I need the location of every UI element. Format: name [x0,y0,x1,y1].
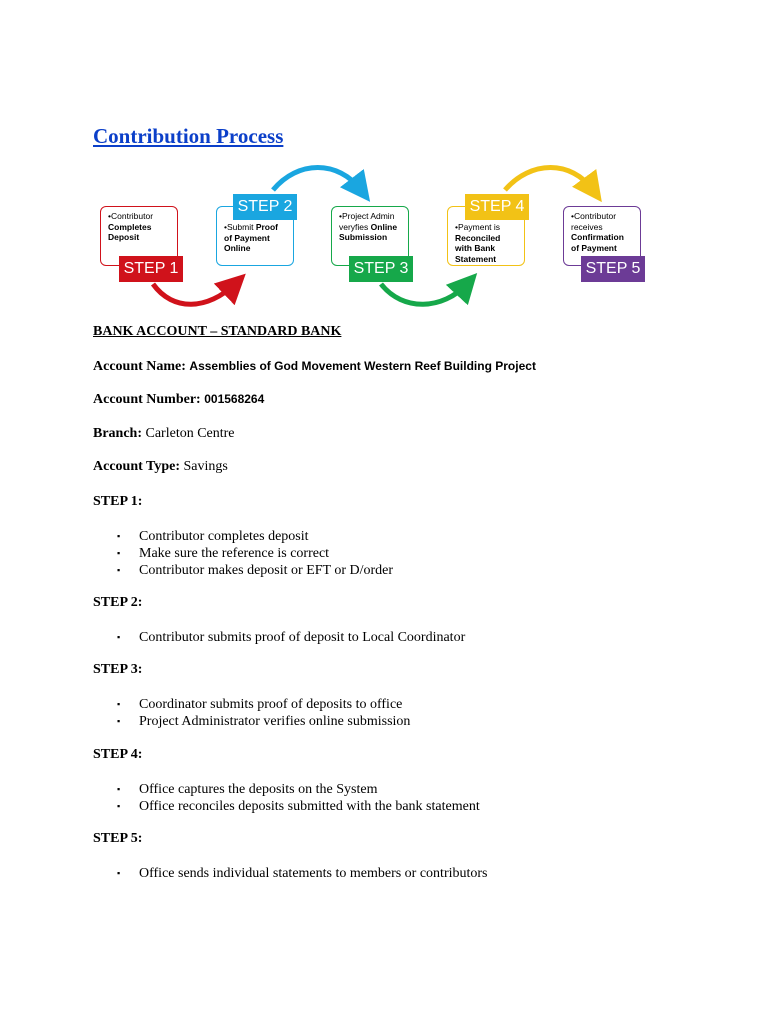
step3-card-emphasis: Online [370,221,398,232]
step5-heading: STEP 5: [93,831,143,846]
arrow-step1-to-step2 [153,284,235,304]
bullet-icon: ▪ [117,801,121,811]
arrow-step3-to-step4 [381,284,467,304]
step3-card-line: Submission [339,232,388,242]
step5-card-line: Confirmation [571,232,624,242]
step1-card-line: Deposit [108,232,140,242]
bullet-icon: ▪ [117,784,121,794]
bullet-icon: ▪ [117,632,121,642]
branch-row [93,426,235,442]
bullet-icon: ▪ [117,548,121,558]
step2-card-line: of Payment [224,232,270,243]
step1-list [117,528,393,579]
step5-label: STEP 5 [581,256,645,282]
list-item: ▪ Coordinator submits proof of deposits to office [117,697,403,712]
step1-label: STEP 1 [119,256,183,282]
step4-card-line: • Payment is [455,222,520,233]
step2-card-line: • Submit Proof [224,222,289,233]
step4-list [117,781,480,815]
step5-card-line: receives [571,221,603,232]
bullet-icon: ▪ [117,716,121,726]
account-name-label: Account Name: [93,359,186,374]
step4-label: STEP 4 [465,194,529,220]
step4-card-line: Statement [455,253,497,264]
step5-card-line: • Contributor [571,211,636,222]
step4-card-line: Reconciled [455,232,501,243]
arrow-step4-to-step5 [505,168,593,191]
account-name-row [93,359,536,375]
step4-heading: STEP 4: [93,747,143,762]
step3-label: STEP 3 [349,256,413,282]
step5-list [117,865,488,882]
account-type-row [93,459,228,475]
step2-list [117,629,465,646]
list-item: ▪ Project Administrator verifies online submission [117,714,411,729]
step2-card-emphasis: Proof [255,222,279,232]
list-item: ▪ Contributor submits proof of deposit to Local Coordinator [117,630,466,645]
page-title: Contribution Process [93,124,284,148]
step5-card-line: of Payment [571,242,617,253]
step3-card-line: veryfies Online [339,221,398,232]
step1-heading: STEP 1: [93,494,143,509]
step2-heading: STEP 2: [93,595,143,610]
bullet-icon: ▪ [117,868,121,878]
account-type-value: Savings [183,459,228,474]
account-type-label: Account Type: [93,459,180,474]
branch-label: Branch: [93,426,142,441]
list-item: ▪ Office sends individual statements to members or contributors [117,866,488,881]
step2-card-line: Online [224,243,251,253]
account-number-row [93,392,264,408]
account-number-value: 001568264 [204,392,265,406]
list-item: ▪ Contributor makes deposit or EFT or D/order [117,563,394,578]
list-item: ▪ Office captures the deposits on the System [117,782,378,797]
bank-heading: BANK ACCOUNT – STANDARD BANK [93,324,342,339]
bullet-icon: ▪ [117,531,121,541]
step3-card-line: • Project Admin [339,211,404,222]
bullet-icon: ▪ [117,565,121,575]
branch-value: Carleton Centre [145,426,235,441]
step1-card-line: Completes [108,221,152,232]
account-name-value: Assemblies of God Movement Western Reef Building Project [189,359,536,373]
step2-label: STEP 2 [233,194,297,220]
process-diagram [93,162,653,312]
bullet-icon: ▪ [117,699,121,709]
step1-card-line: • Contributor [108,211,173,222]
account-number-label: Account Number: [93,392,201,407]
list-item: ▪ Office reconciles deposits submitted with the bank statement [117,799,480,814]
step3-heading: STEP 3: [93,662,143,677]
step3-list [117,696,410,730]
arrow-step2-to-step3 [273,168,361,191]
list-item: ▪ Make sure the reference is correct [117,546,330,561]
step4-card-line: with Bank [455,243,496,253]
list-item: ▪ Contributor completes deposit [117,529,309,544]
